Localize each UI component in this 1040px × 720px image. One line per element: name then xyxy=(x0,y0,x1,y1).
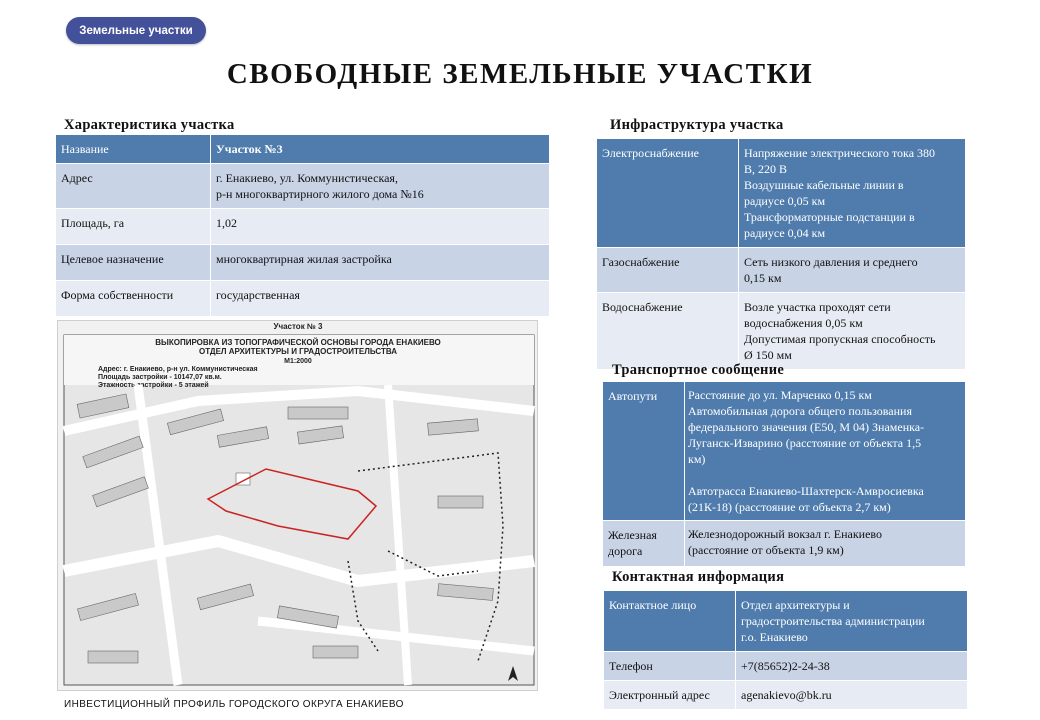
value-line: Автотрасса Енакиево-Шахтерск-Амвросиевка xyxy=(688,484,924,498)
value-line: радиусе 0,05 км xyxy=(744,194,826,208)
table-row xyxy=(56,135,550,164)
row-value xyxy=(685,382,966,521)
value-line: г.о. Енакиево xyxy=(741,630,808,644)
row-value: государственная xyxy=(211,281,550,317)
page-title: СВОБОДНЫЕ ЗЕМЕЛЬНЫЕ УЧАСТКИ xyxy=(226,58,814,90)
infrastructure-table xyxy=(596,138,966,370)
map-info-3: Этажность застройки - 5 этажей xyxy=(98,382,209,389)
map-title-1: ВЫКОПИРОВКА ИЗ ТОПОГРАФИЧЕСКОЙ ОСНОВЫ ГОРОДА ЕНАКИЕВО xyxy=(155,338,441,347)
row-value: Участок №3 xyxy=(211,135,550,164)
map-caption: Участок № 3 xyxy=(273,322,323,331)
row-value xyxy=(685,521,966,567)
characteristics-table xyxy=(55,134,550,317)
row-value xyxy=(736,591,968,652)
value-line: Расстояние до ул. Марченко 0,15 км xyxy=(688,388,872,402)
value-line xyxy=(688,467,962,483)
row-label: Электронный адрес xyxy=(604,681,736,710)
table-row xyxy=(56,164,550,209)
value-line: Воздушные кабельные линии в xyxy=(744,178,904,192)
value-line: радиусе 0,04 км xyxy=(744,226,826,240)
value-line: 0,15 км xyxy=(744,271,782,285)
contacts-table xyxy=(603,590,968,710)
value-line: Допустимая пропускная способность xyxy=(744,332,936,346)
transport-heading: Транспортное сообщение xyxy=(612,362,785,378)
map-scale: М1:2000 xyxy=(284,358,312,365)
value-line: Луганск-Изварино (расстояние от объекта 1,5 xyxy=(688,436,922,450)
row-label: Форма собственности xyxy=(56,281,211,317)
value-line: федерального значения (Е50, М 04) Знаменка- xyxy=(688,420,925,434)
transport-table xyxy=(602,381,966,567)
map-info-1: Адрес: г. Енакиево, р-н ул. Коммунистическая xyxy=(98,366,258,373)
table-row xyxy=(597,139,966,248)
table-row xyxy=(603,521,966,567)
phone-value[interactable]: +7(85652)2-24-38 xyxy=(736,652,968,681)
value-line: г. Енакиево, ул. Коммунистическая, xyxy=(216,171,398,185)
value-line: Железнодорожный вокзал г. Енакиево xyxy=(688,527,882,541)
row-label: Телефон xyxy=(604,652,736,681)
row-label: Водоснабжение xyxy=(597,293,739,370)
row-value xyxy=(211,164,550,209)
row-value: 1,02 xyxy=(211,209,550,245)
value-line: Возле участка проходят сети xyxy=(744,300,891,314)
footer-text: ИНВЕСТИЦИОННЫЙ ПРОФИЛЬ ГОРОДСКОГО ОКРУГА ЕНАКИЕВО xyxy=(64,699,404,710)
value-line: (21К-18) (расстояние от объекта 2,7 км) xyxy=(688,500,891,514)
row-label: Автопути xyxy=(603,382,685,521)
infrastructure-heading: Инфраструктура участка xyxy=(610,117,784,133)
table-row xyxy=(604,652,968,681)
row-label: Адрес xyxy=(56,164,211,209)
map-title-2: ОТДЕЛ АРХИТЕКТУРЫ И ГРАДОСТРОИТЕЛЬСТВА xyxy=(198,347,398,356)
map-drawing xyxy=(58,321,538,691)
row-label: Электроснабжение xyxy=(597,139,739,248)
value-line: В, 220 В xyxy=(744,162,788,176)
value-line: водоснабжения 0,05 км xyxy=(744,316,863,330)
table-row xyxy=(56,209,550,245)
row-value: многоквартирная жилая застройка xyxy=(211,245,550,281)
table-row xyxy=(56,281,550,317)
value-line: Напряжение электрического тока 380 xyxy=(744,146,936,160)
table-row xyxy=(597,248,966,293)
section-badge[interactable]: Земельные участки xyxy=(66,17,206,44)
row-label: Название xyxy=(56,135,211,164)
value-line: Трансформаторные подстанции в xyxy=(744,210,915,224)
row-value xyxy=(739,248,966,293)
table-row xyxy=(56,245,550,281)
row-label: Железная дорога xyxy=(603,521,685,567)
characteristics-heading: Характеристика участка xyxy=(64,117,235,133)
value-line: Отдел архитектуры и xyxy=(741,598,850,612)
value-line: Автомобильная дорога общего пользования xyxy=(688,404,912,418)
table-row xyxy=(597,293,966,370)
row-value xyxy=(739,293,966,370)
table-row xyxy=(604,591,968,652)
contacts-heading: Контактная информация xyxy=(612,569,785,585)
value-line: (расстояние от объекта 1,9 км) xyxy=(688,543,844,557)
value-line: Ø 150 мм xyxy=(744,348,792,362)
map-info-2: Площадь застройки - 10147,07 кв.м. xyxy=(98,374,222,381)
value-line: км) xyxy=(688,452,706,466)
email-link[interactable]: agenakievo@bk.ru xyxy=(736,681,968,710)
value-line: Сеть низкого давления и среднего xyxy=(744,255,918,269)
table-row xyxy=(603,382,966,521)
row-value xyxy=(739,139,966,248)
value-line: р-н многоквартирного жилого дома №16 xyxy=(216,187,424,201)
table-row xyxy=(604,681,968,710)
row-label: Контактное лицо xyxy=(604,591,736,652)
row-label: Целевое назначение xyxy=(56,245,211,281)
row-label: Газоснабжение xyxy=(597,248,739,293)
topographic-map xyxy=(57,320,538,691)
row-label: Площадь, га xyxy=(56,209,211,245)
value-line: градостроительства администрации xyxy=(741,614,925,628)
